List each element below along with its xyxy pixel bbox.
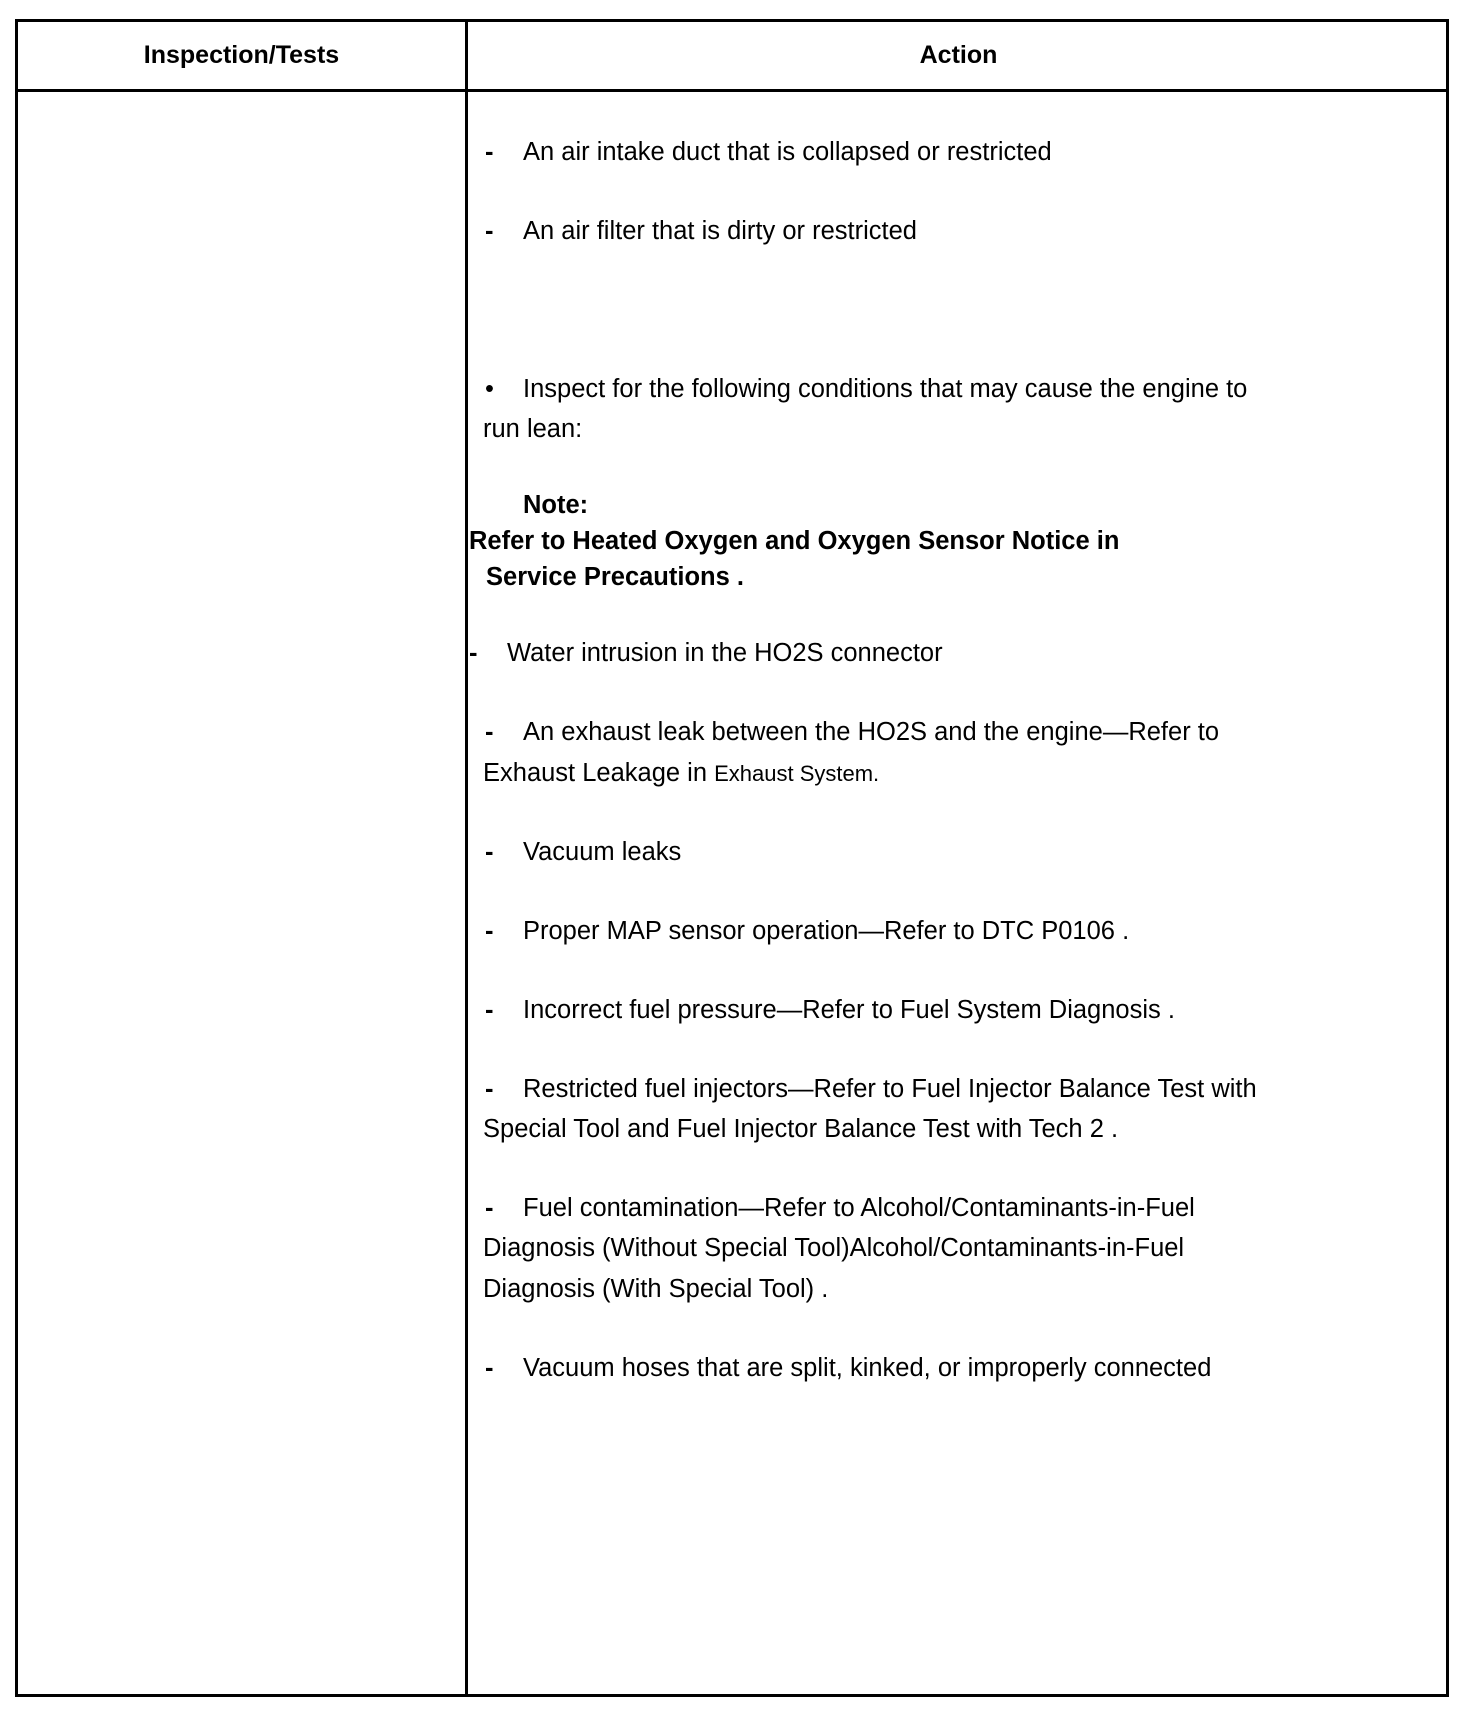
action-item-fuel-injectors: - Restricted fuel injectors—Refer to Fuel Injector Balance Test with [485, 1075, 1257, 1103]
dash-mark: - [485, 138, 494, 166]
dash-mark: - [485, 718, 494, 746]
action-item-fuel-contamination-cont1: Diagnosis (Without Special Tool)Alcohol/Contaminants-in-Fuel [483, 1234, 1185, 1262]
action-item-fuel-contamination-cont2: Diagnosis (With Special Tool) . [483, 1275, 829, 1303]
dash-mark: - [485, 838, 494, 866]
action-item-fuel-pressure: - Incorrect fuel pressure—Refer to Fuel System Diagnosis . [485, 996, 1175, 1024]
action-inspect-lean: • Inspect for the following conditions that may cause the engine to [485, 375, 1248, 403]
dash-mark: - [485, 217, 494, 245]
action-item-map-sensor: - Proper MAP sensor operation—Refer to DTC P0106 . [485, 917, 1130, 945]
action-item-water-intrusion: - Water intrusion in the HO2S connector [469, 639, 943, 667]
note-text-line2: Service Precautions . [486, 563, 744, 591]
action-item-vacuum-hoses: - Vacuum hoses that are split, kinked, or improperly connected [485, 1354, 1212, 1382]
action-item-air-intake-duct: - An air intake duct that is collapsed or restricted [485, 138, 1052, 166]
action-item-fuel-injectors-cont: Special Tool and Fuel Injector Balance Test with Tech 2 . [483, 1115, 1119, 1143]
action-item-exhaust-leak-cont: Exhaust Leakage in Exhaust System. [483, 759, 880, 787]
bullet-mark: • [485, 375, 494, 403]
action-item-fuel-contamination: - Fuel contamination—Refer to Alcohol/Contaminants-in-Fuel [485, 1194, 1195, 1222]
dash-mark: - [485, 1354, 494, 1382]
column-divider [465, 22, 468, 1694]
header-inspection-tests: Inspection/Tests [143, 41, 340, 69]
dash-mark: - [485, 1075, 494, 1103]
table-header-row [18, 22, 1446, 92]
inspection-table [15, 19, 1449, 1697]
action-item-exhaust-leak: - An exhaust leak between the HO2S and the engine—Refer to [485, 718, 1220, 746]
header-action: Action [919, 41, 998, 69]
action-item-vacuum-leaks: - Vacuum leaks [485, 838, 682, 866]
action-item-air-filter: - An air filter that is dirty or restricted [485, 217, 917, 245]
dash-mark: - [485, 917, 494, 945]
note-text-line1: Refer to Heated Oxygen and Oxygen Sensor Notice in [469, 527, 1120, 555]
action-inspect-lean-cont: run lean: [483, 415, 583, 443]
dash-mark: - [485, 996, 494, 1024]
dash-mark: - [485, 1194, 494, 1222]
note-label: Note: [523, 491, 589, 519]
dash-mark: - [469, 639, 478, 667]
